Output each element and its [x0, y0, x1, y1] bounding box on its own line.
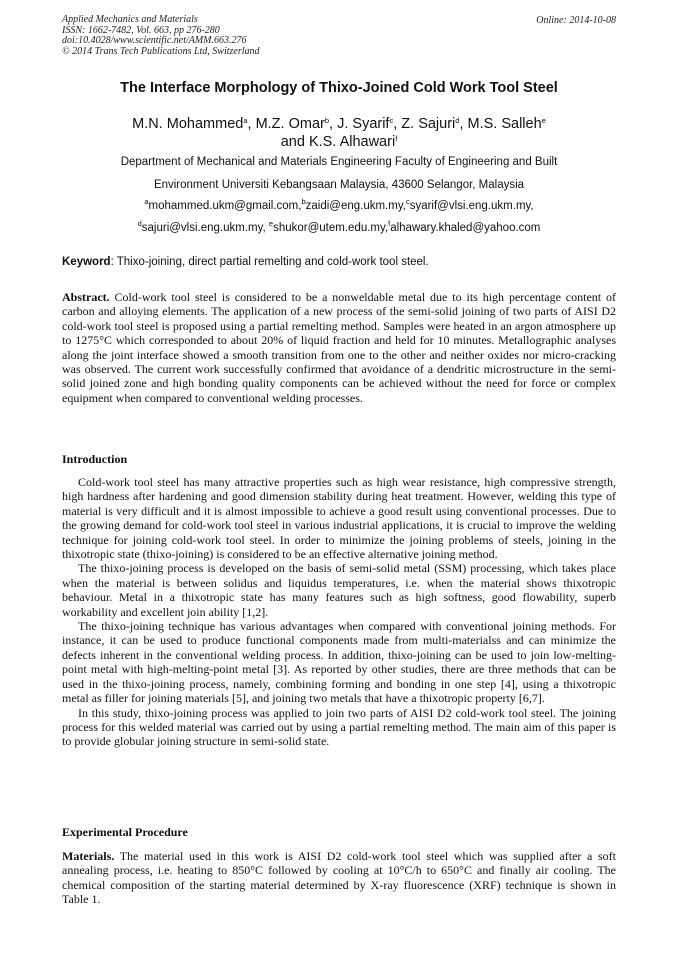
keyword-text: : Thixo-joining, direct partial remelting and cold-work tool steel.: [110, 256, 429, 268]
keywords: [62, 256, 429, 268]
author-sup: f: [395, 134, 398, 143]
author-sup: a: [243, 116, 248, 125]
introduction-heading: Introduction: [62, 452, 128, 466]
materials-label: Materials.: [62, 849, 115, 863]
online-date: Online: 2014-10-08: [536, 15, 616, 26]
paragraph: In this study, thixo-joining process was applied to join two parts of AISI D2 cold-work tool steel. The joining process for this welded material was carried out by using a partial remelting method. The main aim of this paper is to provide globular joining structure in semi-solid state.: [62, 705, 616, 749]
affiliation-line-1: Department of Mechanical and Materials Engineering Faculty of Engineering and Built: [120, 156, 558, 168]
author-name: M.Z. Omar: [255, 116, 325, 132]
email-a[interactable]: mohammed.ukm@gmail.com,: [148, 200, 302, 212]
author-line-2: [0, 133, 678, 151]
paper-title: The Interface Morphology of Thixo-Joined Cold Work Tool Steel: [120, 80, 558, 96]
copyright: © 2014 Trans Tech Publications Ltd, Switzerland: [62, 45, 260, 57]
email-c[interactable]: syarif@vlsi.eng.ukm.my,: [409, 200, 534, 212]
email-d[interactable]: sajuri@vlsi.eng.ukm.my,: [141, 222, 269, 234]
email-sup: a: [144, 197, 149, 206]
author-separator: ,: [247, 116, 256, 132]
affiliation-line-2: Environment Universiti Kebangsaan Malaysia, 43600 Selangor, Malaysia: [153, 179, 525, 191]
author-name: J. Syarif: [337, 116, 390, 132]
email-f[interactable]: alhawary.khaled@yahoo.com: [390, 222, 541, 234]
abstract-text: Cold-work tool steel is considered to be a nonweldable metal due to its high percentage content of carbon and alloying elements. The application of a new process of the semi-solid joining of two parts of AISI D2 cold-work tool steel is proposed using a partial remelting method. Samples were heated in an argon atmosphere up to 1275°C which corresponded to about 20% of liquid fraction and held for 10 minutes. Metallographic analyses along the joint interface showed a smooth transition from one to the other and neither oxides nor micro-cracking was observed. The current work successfully confirmed that avoidance of a dendritic microstructure in the semi-solid joined zone and high bonding quality components can be achieved without the need for force or complex equipment when compared to conventional welding processes.: [62, 290, 616, 405]
paragraph: Cold-work tool steel has many attractive properties such as high wear resistance, high compressive strength, high hardness after hardening and good dimension stability during heat treatment. However, welding this type of material is very difficult and it is almost impossible to achieve a good result using conventional processes. Due to the growing demand for cold-work tool steel in various industrial applications, it is crucial to improve the welding technique for joining cold-work tool steel. In order to minimize the joining problems of steels, joining in the thixotropic state (thixo-joining) is considered to be an effective alternative joining method.: [62, 475, 616, 562]
author-sup: e: [541, 116, 546, 125]
issn: ISSN: 1662-7482, Vol. 663, pp 276-280: [62, 24, 220, 36]
doi: doi:10.4028/www.scientific.net/AMM.663.276: [62, 35, 247, 46]
email-b[interactable]: zaidi@eng.ukm.my,: [305, 200, 406, 212]
email-sup: e: [268, 219, 274, 228]
author-sup: d: [455, 116, 460, 125]
author-sup: b: [324, 116, 330, 125]
journal-header: [62, 15, 260, 57]
journal-name: Applied Mechanics and Materials: [62, 14, 198, 25]
author-line-1: [0, 115, 678, 133]
author-sup: c: [389, 116, 394, 125]
author-list: [0, 115, 678, 151]
author-separator: ,: [329, 116, 338, 132]
abstract: [62, 290, 616, 405]
experimental-heading: Experimental Procedure: [62, 825, 188, 839]
author-name: and K.S. Alhawari: [280, 134, 396, 150]
email-e[interactable]: shukor@utem.edu.my,: [273, 222, 389, 234]
email-sup: d: [137, 219, 142, 228]
materials-text: The material used in this work is AISI D2 cold-work tool steel which was supplied after a soft annealing process, i.e. heating to 850°C followed by cooling at 10°C/h to 650°C and finally air cooling. The chemical composition of the starting material determined by X-ray fluorescence (XRF) technique is shown in Table 1.: [62, 849, 616, 907]
author-separator: ,: [393, 116, 402, 132]
materials-paragraph: [62, 849, 616, 907]
paragraph: The thixo-joining process is developed on the basis of semi-solid metal (SSM) processing, which takes place when the material is between solidus and liquidus temperatures, i.e. when the material shows thixotropic behaviour. Metal in a thixotropic state has many features such as high softness, good flowability, superb workability and excellent join ability [1,2].: [62, 561, 616, 619]
email-sup: b: [301, 197, 306, 206]
introduction-body: [62, 475, 616, 749]
email-sup: f: [388, 219, 391, 228]
author-name: M.N. Mohammed: [132, 116, 244, 132]
keyword-label: Keyword: [62, 256, 111, 268]
email-line-1: [0, 197, 678, 212]
paragraph: The thixo-joining technique has various advantages when compared with conventional joining methods. For instance, it can be used to produce functional components made from multi-materialss and can minimize the defects inherent in the conventional welding process. In addition, thixo-joining can be used to join low-melting-point metal with high-melting-point metal [3]. As reported by other studies, there are three methods that can be used in the thixo-joining process, namely, combining forming and bonding in one step [4], using a thixotropic metal as filler for joining materials [5], and joining two metals that have a thixotropic property [6,7].: [62, 619, 616, 706]
email-line-2: [0, 219, 678, 234]
email-sup: c: [405, 197, 410, 206]
author-name: Z. Sajuri: [401, 116, 456, 132]
author-name: M.S. Salleh: [467, 116, 542, 132]
abstract-label: Abstract.: [62, 290, 110, 304]
author-separator: ,: [459, 116, 468, 132]
